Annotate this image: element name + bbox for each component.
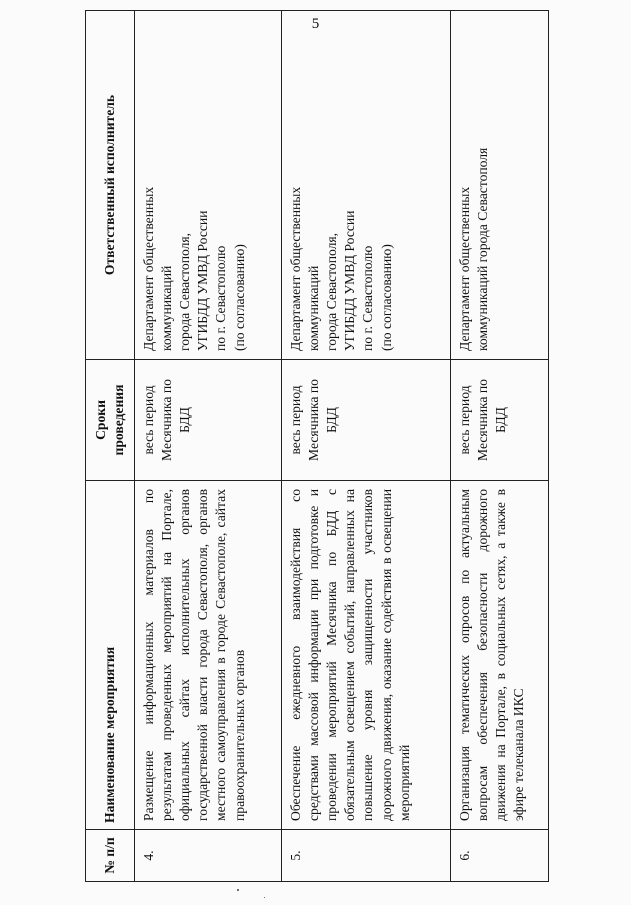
header-num: № п/п xyxy=(86,830,135,882)
header-name: Наименование мероприятия xyxy=(86,481,135,830)
row-num: 4. xyxy=(135,830,282,882)
header-term: Сроки проведения xyxy=(86,360,135,481)
executor-line: коммуникаций xyxy=(306,265,322,351)
executor-line: Департамент общественных xyxy=(457,186,473,351)
executor-line: УГИБДД УМВД России xyxy=(195,210,211,351)
executor-line: города Севастополя, xyxy=(324,232,340,351)
executor-line: (по согласованию) xyxy=(378,244,394,351)
table-row xyxy=(282,11,451,882)
executor-line: УГИБДД УМВД России xyxy=(342,210,358,351)
row-term: весь период Месячника по БДД xyxy=(135,360,282,481)
row-num: 5. xyxy=(282,830,451,882)
scan-speck xyxy=(264,897,265,898)
executor-line: Департамент общественных xyxy=(141,186,157,351)
executor-line: (по согласованию) xyxy=(231,244,247,351)
row-name: Размещение информационных материалов по результатам проведенных мероприятий на Портале, официальных сайтах исполнительных органов государственной власти города Севастополя, органов местного самоуправления в городе Севастополе, сайтах правоохранительных органов xyxy=(135,481,282,830)
scan-speck xyxy=(237,889,239,891)
row-executor xyxy=(282,11,451,360)
header-executor: Ответственный исполнитель xyxy=(86,11,135,360)
table-header-row xyxy=(86,11,135,882)
page-number: 5 xyxy=(311,16,320,32)
executor-line: Департамент общественных xyxy=(288,186,304,351)
row-executor xyxy=(451,11,549,360)
events-table xyxy=(85,10,549,882)
executor-line: по г. Севастополю xyxy=(360,245,376,351)
executor-line: коммуникаций города Севастополя xyxy=(475,147,491,351)
table-row xyxy=(135,11,282,882)
row-name: Обеспечение ежедневного взаимодействия со средствами массовой информации при подготовке и проведении мероприятий Месячника по БДД с обязательным освещением событий, направленных на повышение уровня защищенности участников дорожного движения, оказание содействия в освещении мероприятий xyxy=(282,481,451,830)
row-term: весь период Месячника по БДД xyxy=(282,360,451,481)
executor-line: по г. Севастополю xyxy=(213,245,229,351)
row-num: 6. xyxy=(451,830,549,882)
table-row xyxy=(451,11,549,882)
executor-line: коммуникаций xyxy=(159,265,175,351)
executor-line: города Севастополя, xyxy=(177,232,193,351)
rotated-table-wrapper xyxy=(85,63,549,882)
row-term: весь период Месячника по БДД xyxy=(451,360,549,481)
row-executor xyxy=(135,11,282,360)
row-name: Организация тематических опросов по актуальным вопросам обеспечения безопасности дорожного движения на Портале, в социальных сетях, а также в эфире телеканала ИКС xyxy=(451,481,549,830)
